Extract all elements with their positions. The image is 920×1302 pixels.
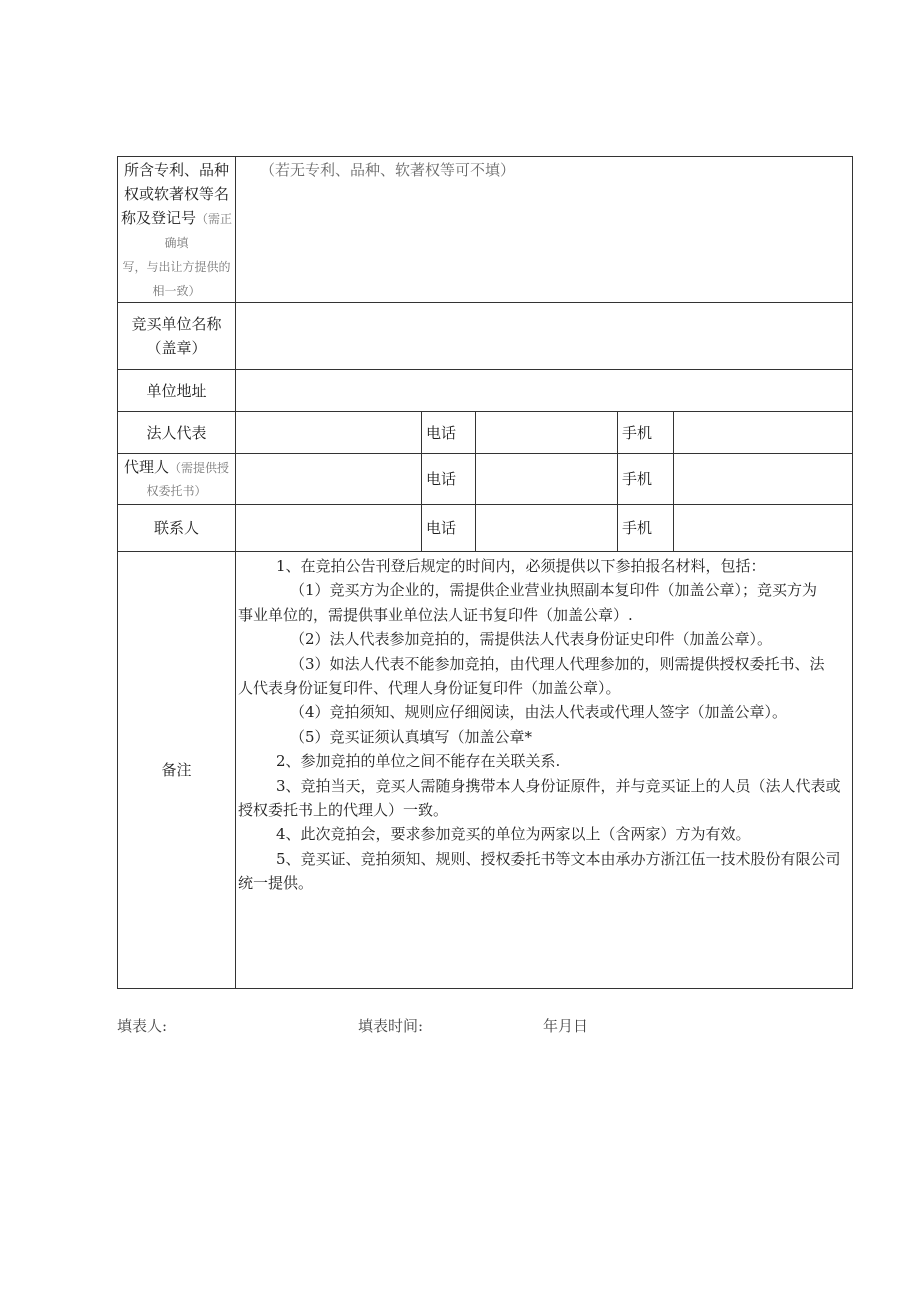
- remarks-line: （4）竞拍须知、规则应仔细阅读，由法人代表或代理人签字（加盖公章）。: [290, 703, 788, 722]
- agent-input-cell[interactable]: [236, 454, 422, 505]
- remarks-line: 人代表身份证复印件、代理人身份证复印件（加盖公章）。: [238, 679, 621, 698]
- patent-input-cell[interactable]: [236, 157, 853, 303]
- remarks-line: （3）如法人代表不能参加竞拍，由代理人代理参加的，则需提供授权委托书、法: [290, 654, 825, 673]
- remarks-line: （2）法人代表参加竞拍的，需提供法人代表身份证史印件（加盖公章）。: [290, 630, 773, 649]
- agent-mobile-input[interactable]: [674, 454, 853, 505]
- bidder-seal-label: （盖章）: [146, 339, 207, 357]
- bidder-label: 竞买单位名称: [131, 315, 222, 333]
- contact-mobile-input[interactable]: [674, 505, 853, 552]
- address-row: [118, 370, 853, 412]
- agent-phone-label: 电话: [422, 454, 476, 505]
- patent-hint: （若无专利、品种、软著权等可不填）: [260, 161, 516, 179]
- remarks-line: 事业单位的，需提供事业单位法人证书复印件（加盖公章）.: [238, 605, 633, 624]
- bidder-label-cell: [118, 303, 236, 370]
- legal-rep-mobile-label: 手机: [618, 412, 674, 454]
- legal-rep-label: 法人代表: [118, 412, 236, 454]
- address-input-cell[interactable]: [236, 370, 853, 412]
- agent-note: （需提供授权委托书）: [146, 461, 230, 498]
- remarks-content: [236, 552, 853, 989]
- remarks-line: 5、竞买证、竞拍须知、规则、授权委托书等文本由承办方浙江伍一技术股份有限公司: [276, 849, 841, 868]
- remarks-line: 4、此次竞拍会，要求参加竞买的单位为两家以上（含两家）方为有效。: [276, 825, 751, 844]
- agent-row: [118, 454, 853, 505]
- legal-rep-row: [118, 412, 853, 454]
- agent-label-cell: [118, 454, 236, 505]
- legal-rep-phone-label: 电话: [422, 412, 476, 454]
- remarks-line: （5）竞买证须认真填写（加盖公章*: [290, 727, 533, 746]
- agent-label: 代理人: [123, 458, 169, 476]
- date-label: 年月日: [543, 1017, 589, 1035]
- patent-label: 所含专利、品种权或软著权等名称及登记号: [120, 160, 229, 227]
- remarks-line: 统一提供。: [238, 874, 314, 893]
- agent-phone-input[interactable]: [476, 454, 618, 505]
- agent-mobile-label: 手机: [618, 454, 674, 505]
- remarks-row: [118, 552, 853, 989]
- bidder-input-cell[interactable]: [236, 303, 853, 370]
- remarks-label: 备注: [118, 552, 236, 989]
- remarks-line: 1、在竞拍公告刊登后规定的时间内，必须提供以下参拍报名材料，包括：: [276, 557, 766, 575]
- filler-label: 填表人:: [117, 1017, 168, 1035]
- patent-label-cell: [118, 157, 236, 303]
- contact-phone-label: 电话: [422, 505, 476, 552]
- contact-input-cell[interactable]: [236, 505, 422, 552]
- contact-mobile-label: 手机: [618, 505, 674, 552]
- remarks-line: 2、参加竞拍的单位之间不能存在关联关系.: [276, 752, 561, 771]
- address-label: 单位地址: [118, 370, 236, 412]
- remarks-line: 3、竞拍当天，竞买人需随身携带本人身份证原件，并与竞买证上的人员（法人代表或: [276, 776, 841, 795]
- legal-rep-phone-input[interactable]: [476, 412, 618, 454]
- patent-label-note-2: 写，与出让方提供的相一致）: [122, 259, 231, 298]
- registration-form-table: [117, 156, 853, 989]
- contact-phone-input[interactable]: [476, 505, 618, 552]
- contact-row: [118, 505, 853, 552]
- remarks-line: 授权委托书上的代理人）一致。: [238, 801, 449, 820]
- patent-row: [118, 157, 853, 303]
- legal-rep-mobile-input[interactable]: [674, 412, 853, 454]
- legal-rep-input-cell[interactable]: [236, 412, 422, 454]
- remarks-line: （1）竞买方为企业的，需提供企业营业执照副本复印件（加盖公章）；竞买方为: [290, 581, 818, 600]
- bidder-row: [118, 303, 853, 370]
- contact-label: 联系人: [118, 505, 236, 552]
- fill-time-label: 填表时间:: [358, 1017, 424, 1035]
- patent-label-note-1: （需正确填: [164, 211, 233, 250]
